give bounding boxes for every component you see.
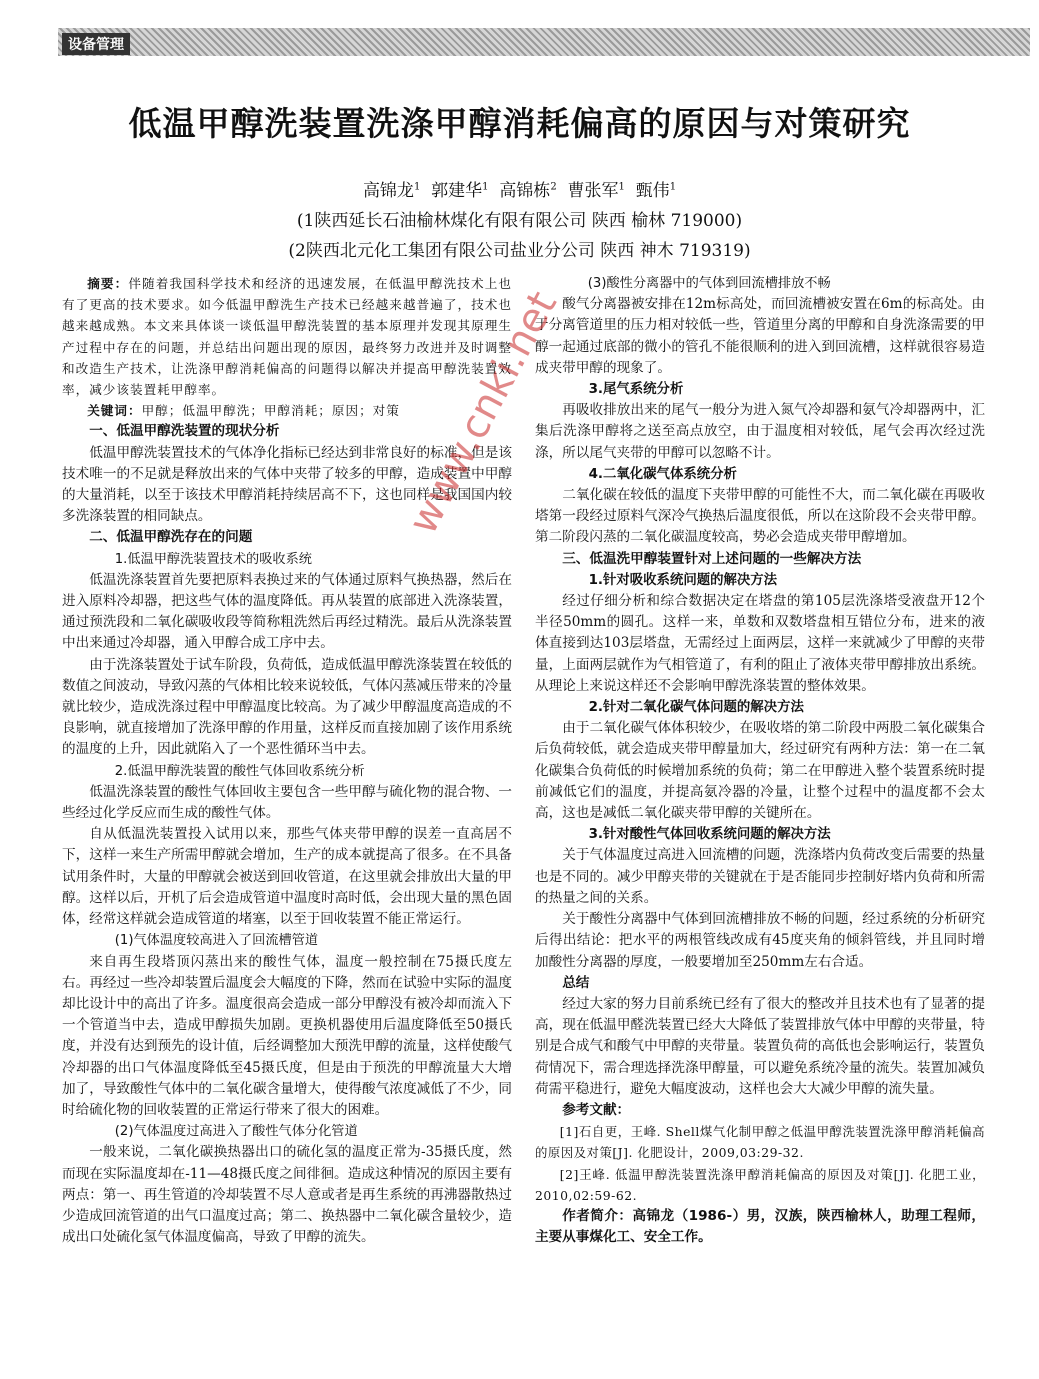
author-name: 郭建华 xyxy=(431,181,483,201)
right-column xyxy=(535,273,985,1248)
subsection-heading: 3.针对酸性气体回收系统问题的解决方法 xyxy=(588,827,831,843)
affiliation-2: (2陕西北元化工集团有限公司盐业分公司 陕西 神木 719319) xyxy=(288,241,751,261)
left-column xyxy=(62,273,512,1248)
section-heading: 总结 xyxy=(562,974,590,991)
section-heading: 二、低温甲醇洗存在的问题 xyxy=(89,529,253,546)
paragraph: 经过大家的努力目前系统已经有了很大的整改并且技术也有了显著的提高，现在低温甲醛洗装置已经大大降低了装置排放气体中甲醇的夹带量，特别是合成气和酸气中甲醇的夹带量。装置负荷的高低也会影响运行，装置负荷情况下，需合理选择洗涤甲醇量，可以避免系统冷量的流失。装置加减负荷需平稳进行，避免大幅度波动，这样也会大大减少甲醇的流失量。 xyxy=(535,995,985,1097)
section-tag: 设备管理 xyxy=(62,33,130,55)
paragraph: 关于酸性分离器中气体到回流槽排放不畅的问题，经过系统的分析研究后得出结论：把水平的两根管线改成有45度夹角的倾斜管线，并且同时增加酸性分离器的厚度，一般要增加至250mm左右合适。 xyxy=(535,911,985,970)
paragraph: 酸气分离器被安排在12m标高处，而回流槽被安置在6m的标高处。由于分离管道里的压力相对较低一些，管道里分离的甲醇和自身洗涤需要的甲醇一起通过底部的微小的管孔不能很顺利的进入到回流槽，这样就很容易造成夹带甲醇的现象了。 xyxy=(535,296,985,376)
subsection-heading: (2)气体温度过高进入了酸性气体分化管道 xyxy=(114,1124,358,1140)
author-list: 高锦龙$^1$ 郭建华$^1$ 高锦栋$^2$ 曹张军$^1$ 甄伟$^1$ xyxy=(362,181,677,201)
section-heading: 三、低温洗甲醇装置针对上述问题的一些解决方法 xyxy=(562,550,862,567)
abstract: 摘要：伴随着我国科学技术和经济的迅速发展，在低温甲醇洗技术上也有了更高的技术要求。如今低温甲醇洗生产技术已经越来越普遍了，技术也越来越成熟。本文来具体谈一谈低温甲醇洗装置的基本原理并发现其原理生产过程中存在的问题，并总结出问题出现的原因，最终努力改进并及时调整和改造生产技术，让洗涤甲醇消耗偏高的问题得以解决并提高甲醇洗装置效率，减少该装置耗甲醇率。 xyxy=(62,276,513,398)
references-heading: 参考文献： xyxy=(562,1101,631,1118)
paragraph: 自从低温洗装置投入试用以来，那些气体夹带甲醇的误差一直高居不下，这样一来生产所需甲醇就会增加，生产的成本就提高了很多。在不具备试用条件时，大量的甲醇就会被送到回收管道，在这里就会排放出大量的甲醇。这样以后，开机了后会造成管道中温度时高时低，会出现大量的黑色固体，经常这样就会造成管道的堵塞，以至于回收装置不能正常运行。 xyxy=(62,826,512,928)
subsection-heading: (1)气体温度较高进入了回流槽管道 xyxy=(114,933,319,949)
author-name: 甄伟 xyxy=(635,181,670,201)
reference-item: [1]石自更，王峰. Shell煤气化制甲醇之低温甲醇洗装置洗涤甲醇消耗偏高的原因及对策[J]. 化肥设计，2009,03:29-32. xyxy=(535,1124,985,1161)
subsection-heading: 4.二氧化碳气体系统分析 xyxy=(588,466,737,482)
paragraph: 关于气体温度过高进入回流槽的问题，洗涤塔内负荷改变后需要的热量也是不同的。减少甲醇夹带的关键就在于是否能同步控制好塔内负荷和所需的热量之间的关系。 xyxy=(535,847,985,906)
keywords: 关键词：甲醇；低温甲醇洗；甲醇消耗；原因；对策 xyxy=(87,403,400,419)
paragraph: 低温洗涤装置的酸性气体回收主要包含一些甲醇与硫化物的混合物、一些经过化学反应而生成的酸性气体。 xyxy=(62,783,512,822)
affiliation-1: (1陕西延长石油榆林煤化有限有限公司 陕西 榆林 719000) xyxy=(296,211,743,231)
paragraph: 由于二氧化碳气体体积较少，在吸收塔的第二阶段中两股二氧化碳集合后负荷较低，就会造成夹带甲醇量加大，经过研究有两种方法：第一在二氧化碳集合负荷低的时候增加系统的负荷；第二在甲醇进入整个装置系统时提前减低它们的温度，并提高氨冷器的冷量，让整个过程中的温度都不会太高，这也是减低二氧化碳夹带甲醇的关键所在。 xyxy=(535,720,985,822)
section-heading: 一、低温甲醇洗装置的现状分析 xyxy=(89,423,280,440)
paragraph: 来自再生段塔顶闪蒸出来的酸性气体，温度一般控制在75摄氏度左右。再经过一些冷却装置后温度会大幅度的下降，然而在试验中实际的温度却比设计中的高出了许多。温度很高会造成一部分甲醇没有被冷却而流入下一个管道当中去，造成甲醇损失加剧。更换机器使用后温度降低至50摄氏度，并没有达到预先的设计值，后经调整加大预洗甲醇的流量，这样使酸气冷却器的出口气体温度降低至45摄氏度，但是由于预洗的甲醇流量大大增加了，导致酸性气体中的二氧化碳含量增大，使得酸气浓度减低了不少，同时给硫化物的回收装置的正常运行带来了很大的困难。 xyxy=(62,953,512,1118)
author-name: 曹张军 xyxy=(567,181,619,201)
subsection-heading: 3.尾气系统分析 xyxy=(588,382,684,398)
paper-title: 低温甲醇洗装置洗涤甲醇消耗偏高的原因与对策研究 xyxy=(128,104,911,143)
subsection-heading: (3)酸性分离器中的气体到回流槽排放不畅 xyxy=(587,276,831,291)
paragraph: 一般来说，二氧化碳换热器出口的硫化氢的温度正常为-35摄氏度，然而现在实际温度却在-11—48摄氏度之间徘徊。造成这种情况的原因主要有两点：第一、再生管道的冷却装置不尽人意或者是再生系统的再沸器散热过少造成回流管道的出气口温度过高；第二、换热器中二氧化碳含量较少，造成出口处硫化氢气体温度偏高，导致了甲醇的流失。 xyxy=(62,1144,512,1246)
header-banner xyxy=(58,28,1030,56)
paragraph: 低温洗涤装置首先要把原料表换过来的气体通过原料气换热器，然后在进入原料冷却器，把这些气体的温度降低。再从装置的底部进入洗涤装置，通过预洗段和二氧化碳吸收段等简称粗洗然后再经过精洗。最后从洗涤装置中出来通过冷却器，通入甲醇合成工序中去。 xyxy=(62,571,512,652)
author-name: 高锦栋 xyxy=(499,181,551,201)
paragraph: 低温甲醇洗装置技术的气体净化指标已经达到非常良好的标准，但是该技术唯一的不足就是释放出来的气体中夹带了较多的甲醇，造成装置中甲醇的大量消耗，以至于该技术甲醇消耗持续居高不下，这也同样是我国国内较多洗涤装置的相同缺点。 xyxy=(62,444,512,525)
reference-item: [2]王峰. 低温甲醇洗装置洗涤甲醇消耗偏高的原因及对策[J]. 化肥工业，2010,02:59-62. xyxy=(535,1166,985,1203)
paragraph: 再吸收排放出来的尾气一般分为进入氮气冷却器和氨气冷却器两中，汇集后洗涤甲醇将之送至高点放空，由于温度相对较低，尾气会再次经过洗涤，所以尾气夹带的甲醇可以忽略不计。 xyxy=(535,402,985,461)
subsection-heading: 1.针对吸收系统问题的解决方法 xyxy=(588,572,778,588)
subsection-heading: 2.针对二氧化碳气体问题的解决方法 xyxy=(588,700,804,716)
watermark: www.cnki.net xyxy=(400,284,567,542)
paragraph: 二氧化碳在较低的温度下夹带甲醇的可能性不大，而二氧化碳在再吸收塔第一段经过原料气深冷气换热后温度很低，所以在这阶段不会夹带甲醇。第二阶段闪蒸的二氧化碳温度较高，势必会造成夹带甲醇增加。 xyxy=(535,487,985,546)
paragraph: 经过仔细分析和综合数据决定在塔盘的第105层洗涤塔受液盘开12个半径50mm的圆孔。这样一来，单数和双数塔盘相互错位分布，进来的液体直接到达103层塔盘，无需经过上面两层，这样一来就减少了甲醇的夹带量，上面两层就作为气相管道了，有利的阻止了液体夹带甲醇排放出系统。从理论上来说这样还不会影响甲醇洗涤装置的整体效果。 xyxy=(535,593,985,694)
subsection-heading: 1.低温甲醇洗装置技术的吸收系统 xyxy=(114,551,312,567)
subsection-heading: 2.低温甲醇洗装置的酸性气体回收系统分析 xyxy=(114,763,365,779)
author-bio: 作者简介：高锦龙（1986-）男，汉族，陕西榆林人，助理工程师，主要从事煤化工、安全工作。 xyxy=(535,1207,985,1246)
author-name: 高锦龙 xyxy=(362,181,414,201)
paragraph: 由于洗涤装置处于试车阶段，负荷低，造成低温甲醇洗涤装置在较低的数值之间波动，导致闪蒸的气体相比较来说较低，气体闪蒸减压带来的冷量就比较少，造成洗涤过程中甲醇温度比较高。为了减少甲醇温度高造成的不良影响，就直接增加了洗涤甲醇的作用量，这样反而直接加剧了该作用系统的温度的上升，因此就陷入了一个恶性循环当中去。 xyxy=(62,656,512,758)
